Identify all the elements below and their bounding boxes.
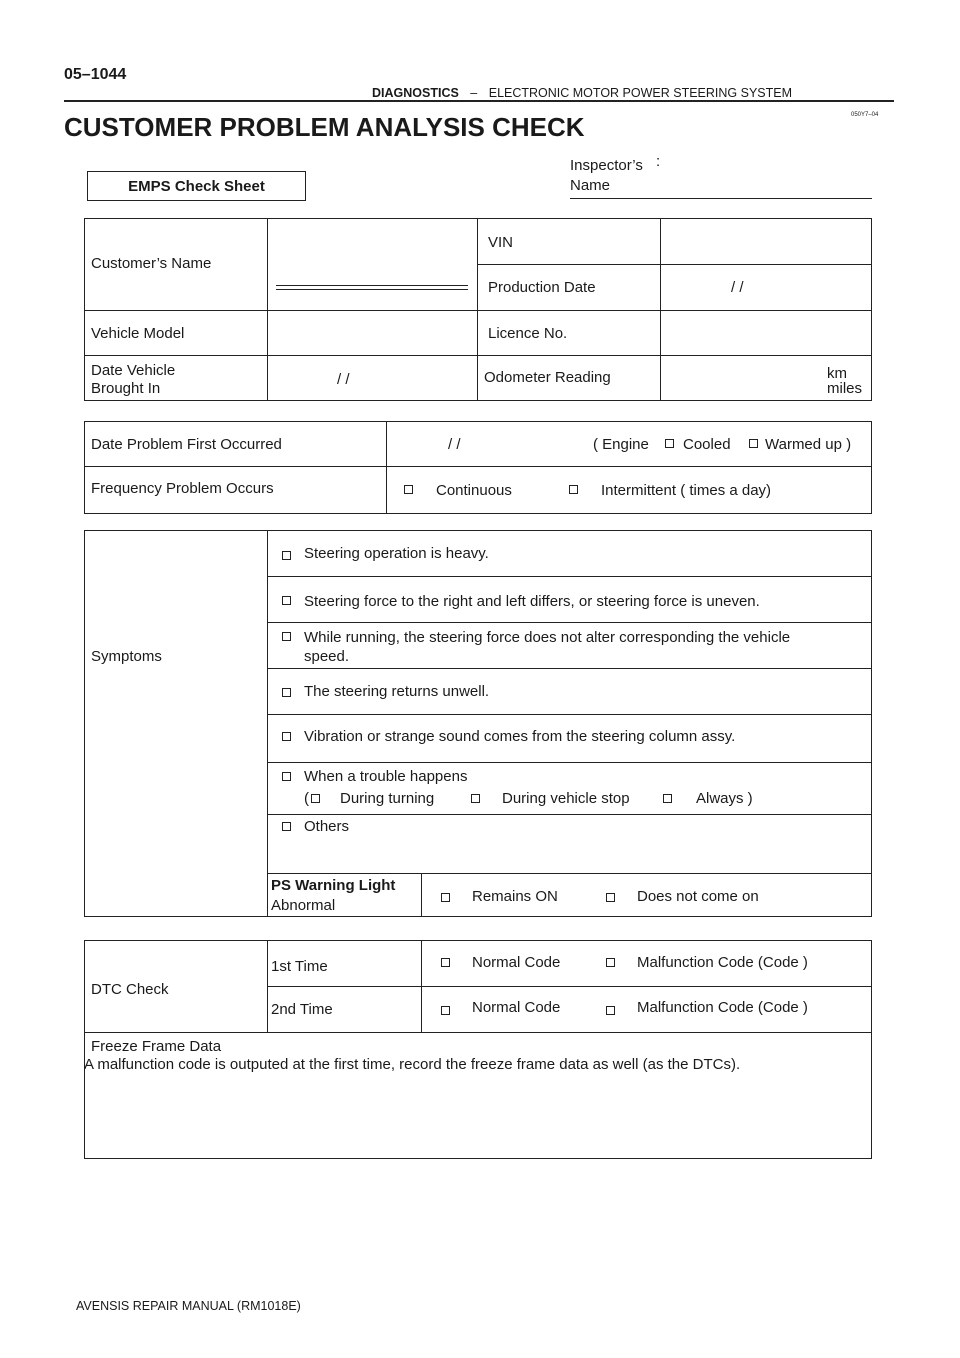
- cooled-label: Cooled: [683, 436, 731, 453]
- inspector-colon: :: [656, 153, 661, 170]
- licence-no-label: Licence No.: [488, 325, 568, 342]
- symptom-heavy-label: Steering operation is heavy.: [304, 545, 489, 562]
- during-stop-label: During vehicle stop: [502, 790, 630, 807]
- freeze-frame-description: A malfunction code is outputed at the first time, record the freeze frame data as well (as the DTCs).: [84, 1056, 741, 1073]
- inspector-label-line2: Name: [570, 177, 611, 194]
- first-occurred-date-field[interactable]: / /: [448, 436, 461, 453]
- cooled-checkbox[interactable]: [665, 439, 674, 448]
- freeze-frame-data-field[interactable]: [88, 1078, 868, 1154]
- second-time-label: 2nd Time: [271, 1001, 333, 1018]
- warmed-up-checkbox[interactable]: [749, 439, 758, 448]
- trouble-paren-open: (: [304, 790, 309, 807]
- vin-label: VIN: [488, 234, 514, 251]
- customer-name-field[interactable]: [276, 222, 468, 282]
- always-checkbox[interactable]: [663, 794, 672, 803]
- symptom-heavy-checkbox[interactable]: [282, 551, 291, 560]
- vehicle-model-field[interactable]: [270, 313, 474, 353]
- during-turning-checkbox[interactable]: [311, 794, 320, 803]
- intermittent-checkbox[interactable]: [569, 485, 578, 494]
- first-time-label: 1st Time: [271, 958, 328, 975]
- header-rule: [64, 100, 894, 102]
- reference-code: 050Y7–04: [851, 112, 879, 118]
- warning-light-label-line2: Abnormal: [271, 897, 336, 914]
- symptom-vibration-label: Vibration or strange sound comes from the steering column assy.: [304, 728, 736, 745]
- problem-occurrence-table: [84, 421, 872, 514]
- page-number: 05–1044: [64, 66, 127, 83]
- symptom-trouble-checkbox[interactable]: [282, 772, 291, 781]
- symptom-returns-label: The steering returns unwell.: [304, 683, 490, 700]
- licence-no-field[interactable]: [664, 313, 869, 353]
- unit-km: km: [827, 365, 847, 382]
- symptom-uneven-label: Steering force to the right and left differs, or steering force is uneven.: [304, 593, 760, 610]
- symptom-others-checkbox[interactable]: [282, 822, 291, 831]
- not-come-on-checkbox[interactable]: [606, 893, 615, 902]
- symptom-trouble-label: When a trouble happens: [304, 768, 468, 785]
- inspector-label-line1: Inspector’s: [570, 157, 643, 174]
- engine-label: ( Engine: [593, 436, 649, 453]
- page-title: CUSTOMER PROBLEM ANALYSIS CHECK: [64, 112, 585, 142]
- not-come-on-label: Does not come on: [637, 888, 759, 905]
- unit-miles: miles: [827, 380, 863, 397]
- production-date-field[interactable]: / /: [731, 279, 744, 296]
- intermittent-label: Intermittent ( times a day): [601, 482, 772, 499]
- remains-on-checkbox[interactable]: [441, 893, 450, 902]
- symptom-uneven-checkbox[interactable]: [282, 596, 291, 605]
- second-normal-code-label: Normal Code: [472, 999, 561, 1016]
- date-brought-in-field[interactable]: / /: [337, 371, 350, 388]
- dtc-check-label: DTC Check: [91, 981, 169, 998]
- first-normal-code-checkbox[interactable]: [441, 958, 450, 967]
- first-malfunction-code-checkbox[interactable]: [606, 958, 615, 967]
- symptoms-label: Symptoms: [91, 648, 162, 665]
- frequency-label: Frequency Problem Occurs: [91, 480, 274, 497]
- first-occurred-label: Date Problem First Occurred: [91, 436, 282, 453]
- during-stop-checkbox[interactable]: [471, 794, 480, 803]
- sheet-label: EMPS Check Sheet: [128, 178, 265, 195]
- production-date-label: Production Date: [488, 279, 596, 296]
- symptom-returns-checkbox[interactable]: [282, 688, 291, 697]
- during-turning-label: During turning: [340, 790, 435, 807]
- footer-manual-reference: AVENSIS REPAIR MANUAL (RM1018E): [76, 1299, 301, 1313]
- date-brought-in-label-line1: Date Vehicle: [91, 362, 176, 379]
- first-normal-code-label: Normal Code: [472, 954, 561, 971]
- inspector-name-field[interactable]: [570, 198, 872, 199]
- odometer-field[interactable]: [664, 358, 814, 398]
- symptom-speed-checkbox[interactable]: [282, 632, 291, 641]
- second-normal-code-checkbox[interactable]: [441, 1006, 450, 1015]
- symptom-vibration-checkbox[interactable]: [282, 732, 291, 741]
- vehicle-model-label: Vehicle Model: [91, 325, 185, 342]
- remains-on-label: Remains ON: [472, 888, 558, 905]
- always-label: Always ): [696, 790, 753, 807]
- date-brought-in-label-line2: Brought In: [91, 380, 161, 397]
- continuous-label: Continuous: [436, 482, 512, 499]
- vin-field[interactable]: [664, 222, 869, 262]
- continuous-checkbox[interactable]: [404, 485, 413, 494]
- second-malfunction-code-checkbox[interactable]: [606, 1006, 615, 1015]
- symptom-speed-label-line1: While running, the steering force does not alter corresponding the vehicle: [304, 629, 791, 646]
- first-malfunction-code-label: Malfunction Code (Code ): [637, 954, 808, 971]
- symptoms-table: [84, 530, 872, 917]
- second-malfunction-code-label: Malfunction Code (Code ): [637, 999, 808, 1016]
- symptom-others-label: Others: [304, 818, 350, 835]
- customer-name-label: Customer’s Name: [91, 255, 212, 272]
- freeze-frame-title: Freeze Frame Data: [91, 1038, 222, 1055]
- symptom-speed-label-line2: speed.: [304, 648, 350, 665]
- header-section: DIAGNOSTICS – ELECTRONIC MOTOR POWER STEERING SYSTEM: [372, 86, 793, 100]
- odometer-label: Odometer Reading: [484, 369, 611, 386]
- warning-light-label-line1: PS Warning Light: [271, 877, 396, 894]
- warmed-up-label: Warmed up ): [765, 436, 852, 453]
